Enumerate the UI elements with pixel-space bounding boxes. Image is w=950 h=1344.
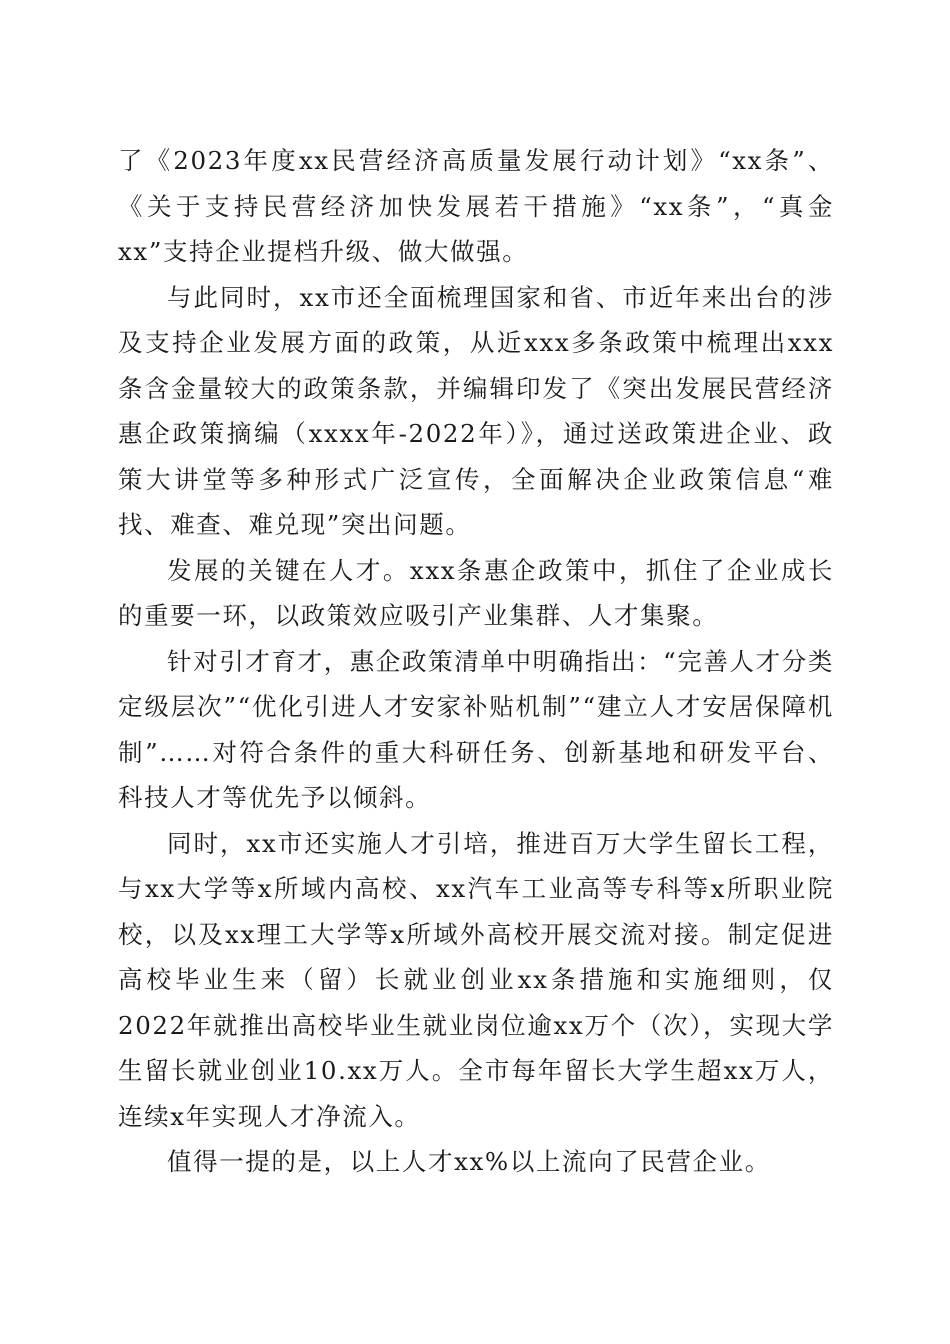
paragraph: 发展的关键在人才。xxx条惠企政策中，抓住了企业成长的重要一环，以政策效应吸引产业集群、人才集聚。 [118,555,834,630]
paragraph: 同时，xx市还实施人才引培，推进百万大学生留长工程，与xx大学等x所域内高校、xx汽车工业高等专科等x所职业院校，以及xx理工大学等x所域外高校开展交流对接。制定促进高校毕业生来（留）长就业创业xx条措施和实施细则，仅2022年就推出高校毕业生就业岗位逾xx万个（次），实现大学生留长就业创业10.xx万人。全市每年留长大学生超xx万人，连续x年实现人才净流入。 [118,828,834,1131]
paragraph: 与此同时，xx市还全面梳理国家和省、市近年来出台的涉及支持企业发展方面的政策，从近xxx多条政策中梳理出xxx条含金量较大的政策条款，并编辑印发了《突出发展民营经济惠企政策摘编（xxxx年-2022年）》，通过送政策进企业、政策大讲堂等多种形式广泛宣传，全面解决企业政策信息“难找、难查、难兑现”突出问题。 [118,282,834,539]
paragraph: 值得一提的是，以上人才xx%以上流向了民营企业。 [167,1147,771,1176]
document-body [118,138,834,1185]
paragraph: 针对引才育才，惠企政策清单中明确指出：“完善人才分类定级层次”“优化引进人才安家补贴机制”“建立人才安居保障机制”……对符合条件的重大科研任务、创新基地和研发平台、科技人才等优先予以倾斜。 [118,646,834,812]
paragraph-continuation: 了《2023年度xx民营经济高质量发展行动计划》“xx条”、《关于支持民营经济加快发展若干措施》“xx条”，“真金xx”支持企业提档升级、做大做强。 [118,146,834,266]
